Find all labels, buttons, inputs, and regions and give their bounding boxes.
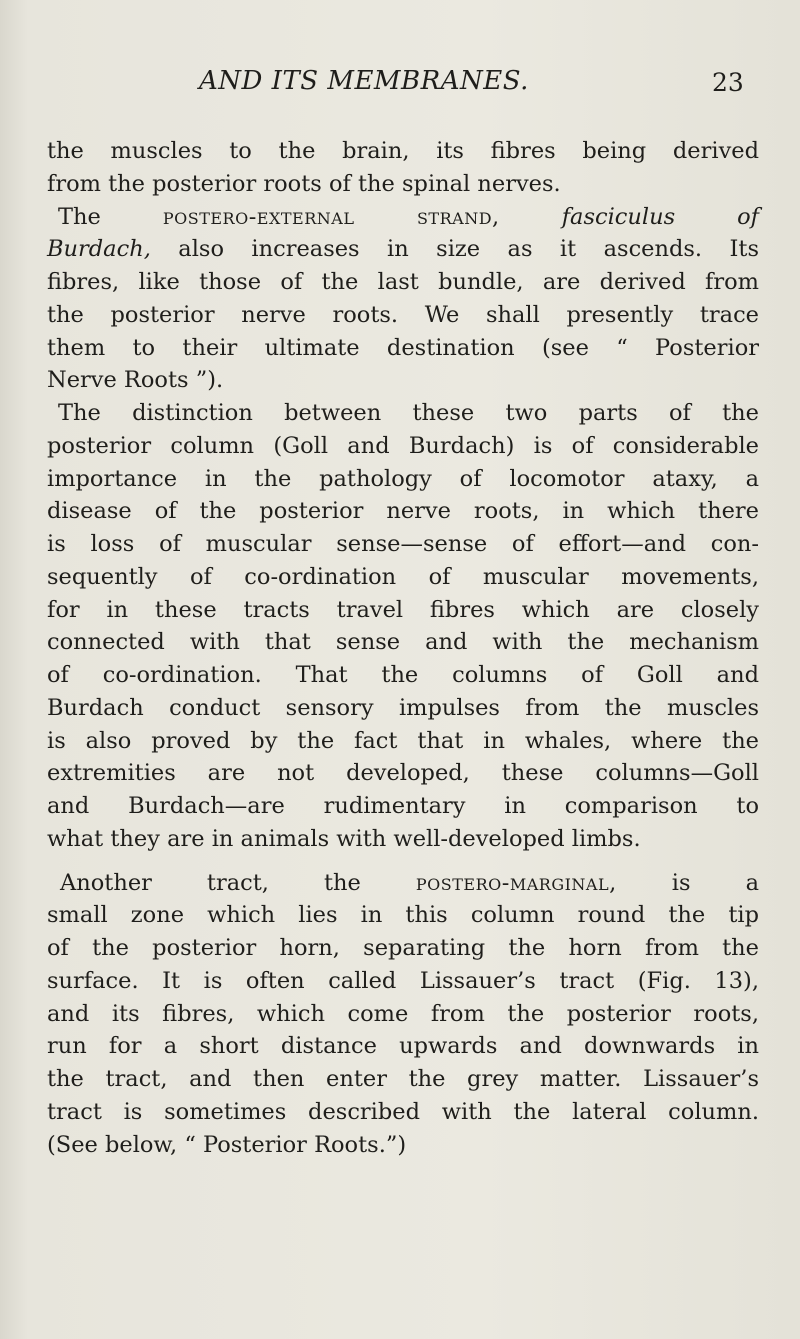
- text-line: is loss of muscular sense—sense of effort—and con-: [47, 531, 759, 557]
- text-line: of the posterior horn, separating the horn from the: [47, 935, 759, 961]
- text-line: Nerve Roots ”).: [47, 367, 224, 394]
- text-line: small zone which lies in this column round the tip: [47, 902, 759, 929]
- text-line: fibres, like those of the last bundle, are derived from: [47, 269, 759, 295]
- text-line: is also proved by the fact that in whales, where the: [47, 727, 759, 754]
- text-line: The distinction between these two parts of the: [58, 400, 759, 426]
- text-line: what they are in animals with well-developed limbs.: [47, 825, 641, 852]
- body-text: [47, 135, 759, 1161]
- text-line: the muscles to the brain, its fibres being derived: [47, 138, 759, 164]
- page-number: 23: [712, 68, 744, 97]
- paragraph-gap: [47, 856, 759, 867]
- text-line: connected with that sense and with the mechanism: [47, 629, 759, 656]
- text-line: disease of the posterior nerve roots, in which there: [47, 498, 759, 525]
- italic-term: fasciculus of: [499, 203, 760, 230]
- text-line: extremities are not developed, these columns—Goll: [47, 760, 759, 787]
- text-line: [47, 201, 759, 234]
- paragraph-1: [47, 135, 759, 201]
- text-line: Burdach conduct sensory impulses from the muscles: [47, 694, 759, 721]
- text-line: them to their ultimate destination (see “ Posterior: [47, 334, 759, 361]
- running-title: AND ITS MEMBRANES.: [199, 66, 529, 96]
- text-line: for in these tracts travel fibres which are closely: [47, 596, 759, 623]
- text-line: surface. It is often called Lissauer’s tract (Fig. 13),: [47, 967, 759, 994]
- text-line: run for a short distance upwards and downwards in: [47, 1033, 759, 1060]
- text-line: of co-ordination. That the columns of Goll and: [47, 662, 759, 688]
- paragraph-4: [47, 867, 759, 1162]
- text-run: also increases in size as it ascends. Its: [150, 236, 759, 263]
- text-line: the tract, and then enter the grey matter. Lissauer’s: [47, 1066, 759, 1092]
- text-run: is a: [616, 869, 760, 896]
- text-line: [47, 867, 759, 900]
- text-line: and Burdach—are rudimentary in comparison to: [47, 793, 759, 819]
- small-caps-term: postero-marginal,: [415, 869, 617, 896]
- small-caps-term: postero-external strand,: [162, 203, 500, 230]
- text-line: [47, 233, 759, 266]
- paragraph-3: [47, 397, 759, 856]
- text-line: posterior column (Goll and Burdach) is of considerable: [47, 432, 759, 459]
- text-line: from the posterior roots of the spinal nerves.: [47, 170, 561, 197]
- text-line: tract is sometimes described with the lateral column.: [47, 1098, 759, 1125]
- text-line: and its fibres, which come from the posterior roots,: [47, 1000, 759, 1027]
- running-head: [0, 66, 800, 106]
- text-line: the posterior nerve roots. We shall presently trace: [47, 301, 759, 328]
- text-run: The: [58, 203, 163, 230]
- text-line: importance in the pathology of locomotor ataxy, a: [47, 465, 759, 492]
- italic-term: Burdach,: [47, 236, 151, 263]
- text-run: Another tract, the: [60, 869, 416, 896]
- text-line: sequently of co-ordination of muscular movements,: [47, 563, 759, 590]
- text-line: (See below, “ Posterior Roots.”): [47, 1131, 407, 1158]
- paragraph-2: [47, 201, 759, 398]
